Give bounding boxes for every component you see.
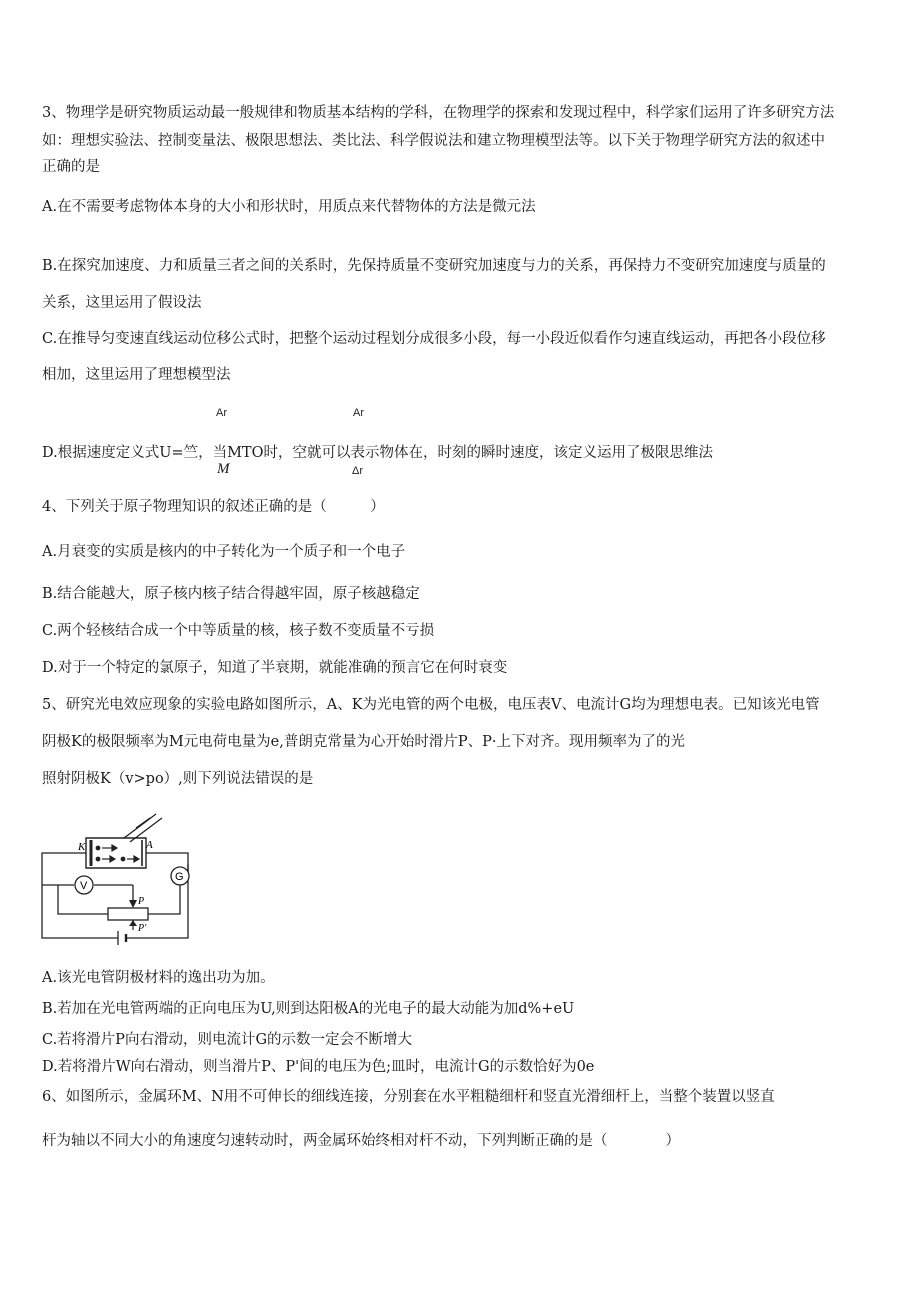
q4-option-d: D.对于一个特定的氯原子，知道了半衰期，就能准确的预言它在何时衰变 bbox=[42, 660, 508, 676]
q3-option-b-line-1: B.在探究加速度、力和质量三者之间的关系时，先保持质量不变研究加速度与力的关系，再保持力不变研究加速度与质量的 bbox=[42, 258, 826, 274]
label-p: P bbox=[138, 896, 145, 907]
slider-p bbox=[129, 900, 137, 908]
label-p-prime: P' bbox=[138, 923, 147, 934]
q4-option-c: C.两个轻核结合成一个中等质量的核，核子数不变质量不亏损 bbox=[42, 623, 435, 639]
q5-stem-line-2: 阴极K的极限频率为M元电荷电量为e,普朗克常量为心开始时滑片P、P·上下对齐。现用频率为了的光 bbox=[42, 734, 685, 750]
phototube bbox=[86, 838, 146, 868]
q4-option-b: B.结合能越大，原子核内核子结合得越牢固，原子核越稳定 bbox=[42, 586, 420, 602]
q3-option-b-line-2: 关系，这里运用了假设法 bbox=[42, 295, 202, 311]
rheostat bbox=[108, 908, 148, 920]
q3-d-subscript-1: M bbox=[217, 461, 230, 477]
q3-option-a: A.在不需要考虑物体本身的大小和形状时，用质点来代替物体的方法是微元法 bbox=[42, 199, 536, 215]
q3-stem-line-2: 如：理想实验法、控制变量法、极限思想法、类比法、科学假说法和建立物理模型法等。以下关于物理学研究方法的叙述中 bbox=[42, 133, 825, 149]
q5-option-d: D.若将滑片W向右滑动，则当滑片P、P'间的电压为色;皿时，电流计G的示数恰好为0e bbox=[42, 1059, 595, 1075]
q5-option-c: C.若将滑片P向右滑动，则电流计G的示数一定会不断增大 bbox=[42, 1032, 413, 1048]
q6-stem-line-2: 杆为轴以不同大小的角速度匀速转动时，两金属环始终相对杆不动，下列判断正确的是（ ） bbox=[42, 1133, 680, 1149]
q3-d-superscript-1: Ar bbox=[216, 407, 227, 419]
slider-p-prime bbox=[129, 920, 137, 926]
q3-option-d: D.根据速度定义式U=竺，当MTO时，空就可以表示物体在，时刻的瞬时速度，该定义运用了极限思维法 bbox=[42, 445, 713, 461]
q3-d-subscript-2: Δr bbox=[352, 465, 364, 477]
q3-stem-line-1: 3、物理学是研究物质运动最一般规律和物质基本结构的学科，在物理学的探索和发现过程中，科学家们运用了许多研究方法 bbox=[42, 105, 835, 121]
q4-option-a: A.月衰变的实质是核内的中子转化为一个质子和一个电子 bbox=[42, 544, 406, 560]
q5-option-a: A.该光电管阴极材料的逸出功为加。 bbox=[42, 970, 275, 986]
q3-option-c-line-2: 相加，这里运用了理想模型法 bbox=[42, 367, 231, 383]
photoelectric-circuit-figure bbox=[38, 812, 198, 952]
label-v: V bbox=[80, 880, 88, 892]
label-k: K bbox=[78, 841, 86, 853]
q5-stem-line-1: 5、研究光电效应现象的实验电路如图所示，A、K为光电管的两个电极，电压表V、电流计G均为理想电表。已知该光电管 bbox=[42, 697, 820, 713]
q3-option-c-line-1: C.在推导匀变速直线运动位移公式时，把整个运动过程划分成很多小段，每一小段近似看作匀速直线运动，再把各小段位移 bbox=[42, 331, 826, 347]
q3-stem-line-3: 正确的是 bbox=[42, 159, 100, 175]
q3-d-superscript-2: Ar bbox=[353, 407, 364, 419]
label-a: A bbox=[146, 839, 153, 851]
q5-option-b: B.若加在光电管两端的正向电压为U,则到达阳极A的光电子的最大动能为加d%+eU bbox=[42, 1001, 575, 1017]
q5-stem-line-3: 照射阴极K（v>po）,则下列说法错误的是 bbox=[42, 771, 314, 787]
label-g: G bbox=[175, 871, 184, 883]
q6-stem-line-1: 6、如图所示，金属环M、N用不可伸长的细线连接，分别套在水平粗糙细杆和竖直光滑细杆上，当整个装置以竖直 bbox=[42, 1089, 775, 1105]
q4-stem: 4、下列关于原子物理知识的叙述正确的是（ ） bbox=[42, 499, 385, 515]
